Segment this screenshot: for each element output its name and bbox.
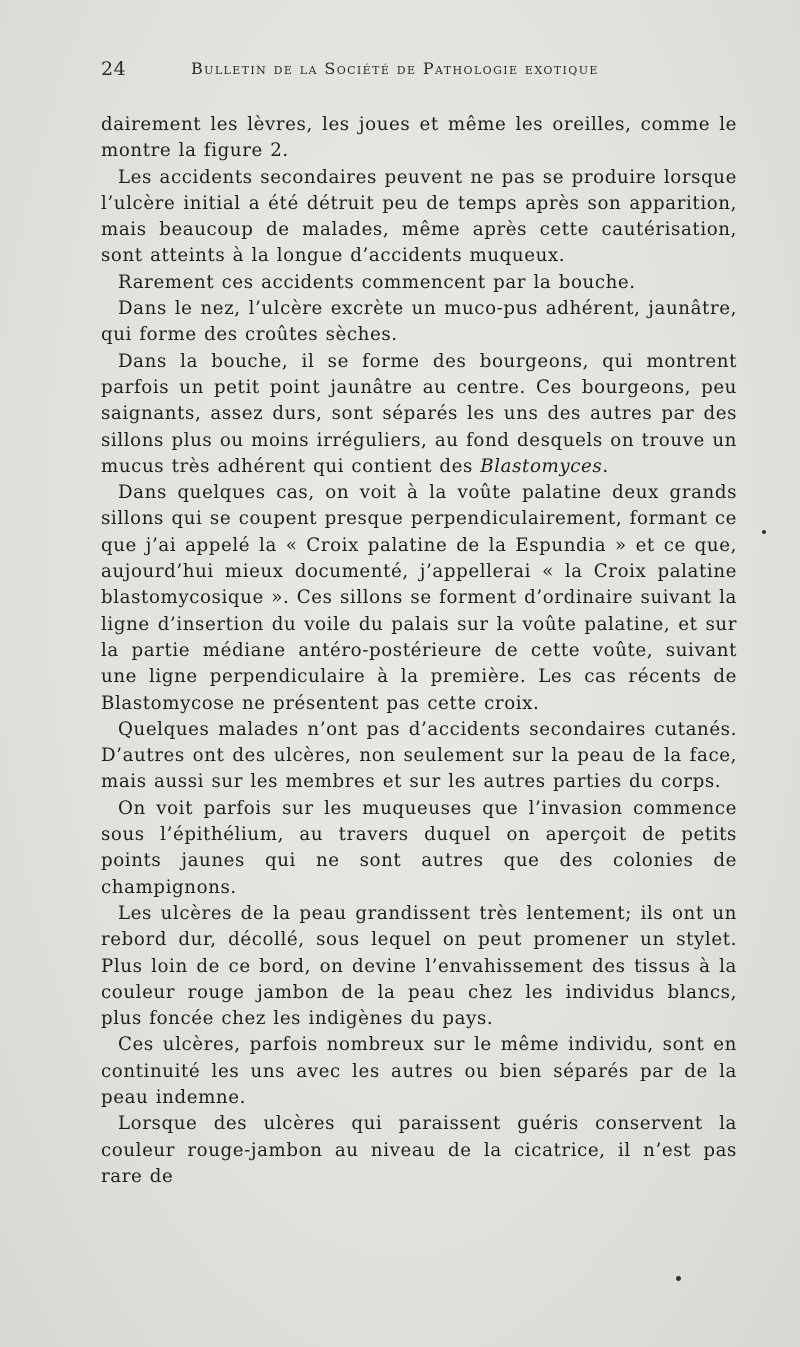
paragraph: On voit parfois sur les muqueuses que l’invasion commence sous l’épithélium, au travers duquel on aperçoit de petits points jaunes qui ne sont autres que des colonies de champignons. <box>101 797 737 898</box>
paragraph: Quelques malades n’ont pas d’accidents secondaires cutanés. D’autres ont des ulcères, non seulement sur la peau de la face, mais aussi sur les membres et sur les autres parties du corps. <box>101 718 737 793</box>
paragraph: Les ulcères de la peau grandissent très lentement; ils ont un rebord dur, décollé, sous lequel on peut promener un stylet. Plus loin de ce bord, on devine l’envahissement des tissus à la couleur rouge jambon de la peau chez les individus blancs, plus foncée chez les indigènes du pays. <box>101 902 737 1030</box>
paragraph-continuation: dairement les lèvres, les joues et même les oreilles, comme le montre la figure 2. <box>101 114 737 162</box>
paragraph: Dans le nez, l’ulcère excrète un muco-pus adhérent, jaunâtre, qui forme des croûtes sèches. <box>101 298 737 346</box>
paragraph: Dans quelques cas, on voit à la voûte palatine deux grands sillons qui se coupent presque perpendiculairement, formant ce que j’ai appelé la « Croix palatine de la Espundia » et ce que, aujourd’hui mieux documenté, j’appellerai « la Croix palatine blastomycosique ». Ces sillons se forment d’ordinaire suivant la ligne d’insertion du voile du palais sur la voûte palatine, et sur la partie médiane antéro-postérieure de cette voûte, suivant une ligne perpendiculaire à la première. Les cas récents de Blastomycose ne présentent pas cette croix. <box>101 482 737 714</box>
paragraph-text: . <box>602 455 609 477</box>
paragraph: Les accidents secondaires peuvent ne pas se produire lorsque l’ulcère initial a été détruit peu de temps après son apparition, mais beaucoup de malades, même après cette cautérisation, sont atteints à la longue d’accidents muqueux. <box>101 166 737 267</box>
running-title: Bulletin de la Société de Pathologie exotique <box>191 59 599 78</box>
genus-name: Blastomyces <box>480 455 603 477</box>
page-header <box>101 58 731 94</box>
print-speck <box>676 1276 681 1281</box>
page-number: 24 <box>101 58 127 80</box>
paragraph <box>101 349 737 480</box>
paragraph-text: Dans la bouche, il se forme des bourgeons, qui montrent parfois un petit point jaunâtre au centre. Ces bourgeons, peu saignants, assez durs, sont séparés les uns des autres par des sillons plus ou moins irréguliers, au fond desquels on trouve un mucus très adhérent qui contient des <box>101 350 737 477</box>
print-speck <box>762 530 766 534</box>
paragraph: Lorsque des ulcères qui paraissent guéris conservent la couleur rouge-jambon au niveau de la cicatrice, il n’est pas rare de <box>101 1113 737 1187</box>
paragraph: Rarement ces accidents commencent par la bouche. <box>118 271 636 293</box>
body-text <box>101 112 737 1190</box>
paragraph: Ces ulcères, parfois nombreux sur le même individu, sont en continuité les uns avec les autres ou bien séparés par de la peau indemne. <box>101 1034 737 1108</box>
